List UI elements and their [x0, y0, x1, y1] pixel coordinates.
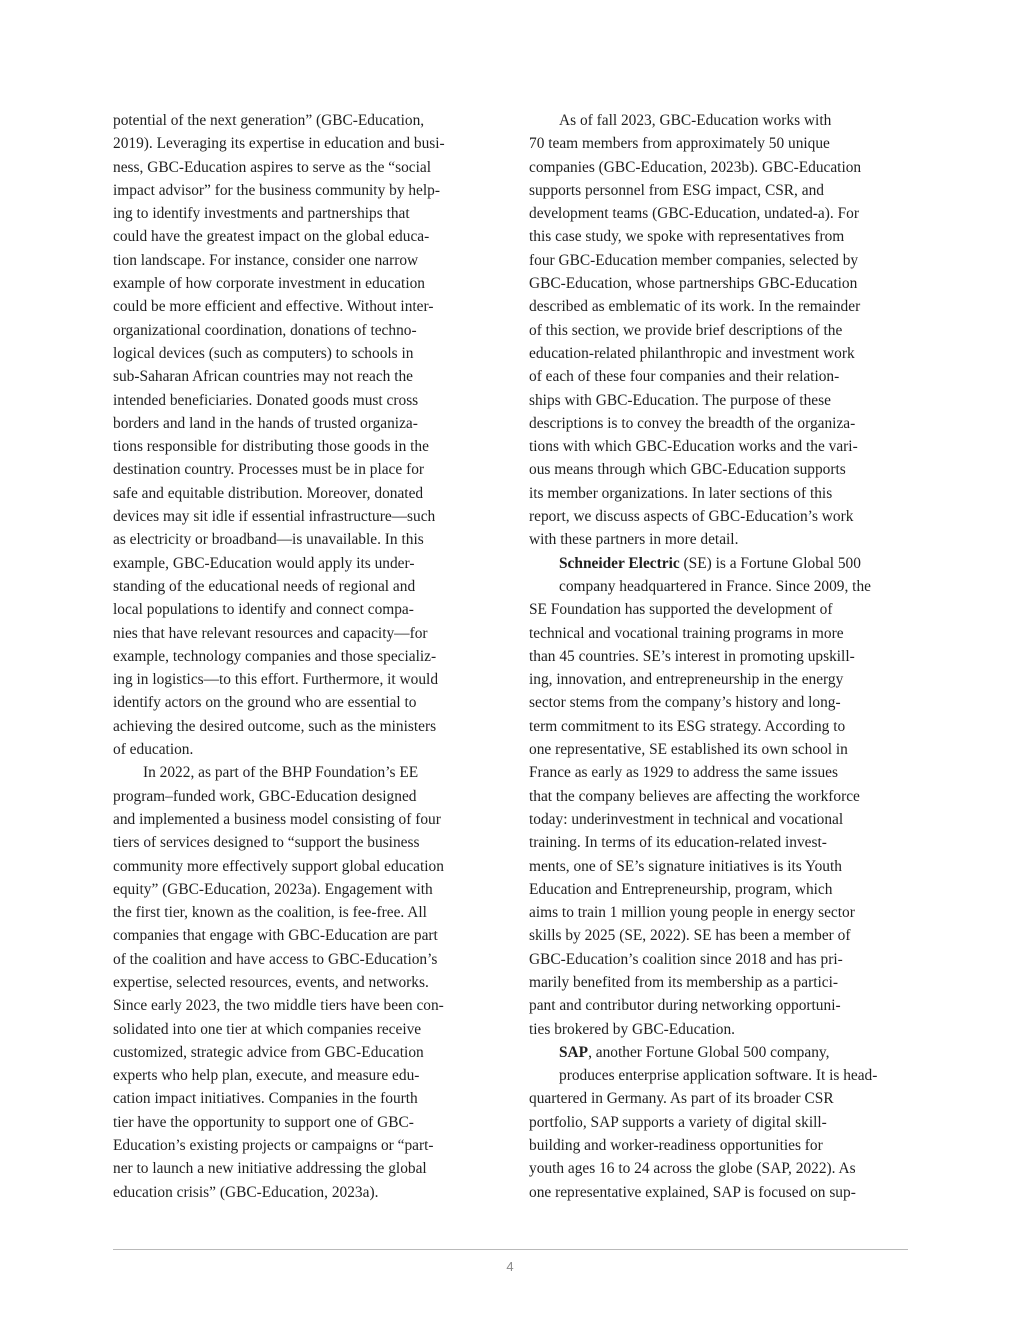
text-line: intended beneficiaries. Donated goods must cross: [113, 391, 419, 409]
sap-rest-lines: [529, 1064, 909, 1204]
text-line: organizational coordination, donations of techno-: [113, 321, 417, 339]
text-line: of the coalition and have access to GBC-Education’s: [113, 950, 438, 968]
text-line: quartered in Germany. As part of its broader CSR: [529, 1090, 834, 1108]
text-line: report, we discuss aspects of GBC-Education’s work: [529, 508, 854, 526]
text-line: As of fall 2023, GBC-Education works with: [559, 112, 832, 129]
text-line: Since early 2023, the two middle tiers have been con-: [113, 997, 444, 1015]
text-line: sub-Saharan African countries may not reach the: [113, 368, 414, 386]
text-line: training. In terms of its education-related invest-: [529, 834, 827, 852]
schneider-first-line-rest: (SE) is a Fortune Global 500: [679, 554, 861, 572]
text-line: ner to launch a new initiative addressing the global: [113, 1160, 427, 1178]
text-line: education-related philanthropic and investment work: [529, 344, 855, 362]
text-line: Education and Entrepreneurship, program, which: [529, 880, 833, 898]
schneider-rest-lines: [529, 575, 909, 1041]
text-line: ties brokered by GBC-Education.: [529, 1020, 736, 1038]
text-line: local populations to identify and connect compa-: [113, 601, 414, 619]
text-line: experts who help plan, execute, and measure edu-: [113, 1067, 420, 1085]
text-line: cation impact initiatives. Companies in the fourth: [113, 1090, 418, 1108]
text-line: ness, GBC-Education aspires to serve as the “social: [113, 158, 431, 176]
text-line: aims to train 1 million young people in energy sector: [529, 904, 855, 922]
text-line: four GBC-Education member companies, selected by: [529, 251, 859, 269]
text-line: SE Foundation has supported the development of: [529, 601, 833, 619]
text-line: achieving the desired outcome, such as the ministers: [113, 717, 437, 735]
text-line: example of how corporate investment in education: [113, 275, 425, 293]
page-number: 4: [506, 1259, 514, 1274]
text-line: impact advisor” for the business community by help-: [113, 181, 440, 199]
text-line: tion landscape. For instance, consider one narrow: [113, 251, 419, 269]
text-line: solidated into one tier at which companies receive: [113, 1020, 422, 1038]
text-line: tiers of services designed to “support the business: [113, 834, 420, 852]
text-line: could be more efficient and effective. Without inter-: [113, 298, 434, 316]
text-line: sector stems from the company’s history and long-: [529, 694, 841, 712]
text-line: its member organizations. In later sections of this: [529, 484, 833, 502]
text-line: produces enterprise application software. It is head-: [559, 1067, 878, 1085]
text-line: nies that have relevant resources and capacity—for: [113, 624, 428, 642]
text-line: could have the greatest impact on the global educa-: [113, 228, 430, 246]
text-line: companies (GBC-Education, 2023b). GBC-Education: [529, 158, 862, 176]
text-line: example, GBC-Education would apply its under-: [113, 554, 415, 572]
text-line: marily benefited from its membership as a partici-: [529, 973, 838, 991]
left-paragraph-1: [113, 109, 493, 761]
sap-first-line: [529, 1041, 909, 1064]
text-line: ous means through which GBC-Education supports: [529, 461, 846, 479]
text-line: ing to identify investments and partnerships that: [113, 205, 410, 223]
footer-divider: [113, 1249, 908, 1250]
text-line: portfolio, SAP supports a variety of digital skill-: [529, 1113, 827, 1131]
text-line: tions with which GBC-Education works and the vari-: [529, 438, 858, 456]
text-line: and implemented a business model consisting of four: [113, 810, 441, 828]
left-column: [113, 109, 493, 1204]
text-line: program–funded work, GBC-Education designed: [113, 787, 417, 805]
text-line: the first tier, known as the coalition, is fee-free. All: [113, 904, 427, 922]
text-line: identify actors on the ground who are essential to: [113, 694, 417, 712]
text-line: as electricity or broadband—is unavailable. In this: [113, 531, 424, 549]
text-line: of education.: [113, 741, 194, 759]
text-line: example, technology companies and those specializ-: [113, 647, 437, 665]
text-line: ships with GBC-Education. The purpose of these: [529, 391, 831, 409]
text-line: standing of the educational needs of regional and: [113, 577, 416, 595]
text-line: education crisis” (GBC-Education, 2023a).: [113, 1183, 379, 1201]
text-line: today: underinvestment in technical and vocational: [529, 810, 844, 828]
text-line: community more effectively support global education: [113, 857, 444, 875]
text-line: borders and land in the hands of trusted organiza-: [113, 414, 418, 432]
right-paragraph-1: [529, 109, 909, 552]
text-line: company headquartered in France. Since 2009, the: [559, 577, 871, 595]
right-paragraph-sap: [529, 1041, 909, 1204]
text-line: described as emblematic of its work. In the remainder: [529, 298, 861, 316]
text-line: logical devices (such as computers) to schools in: [113, 344, 414, 362]
text-line: descriptions is to convey the breadth of the organiza-: [529, 414, 856, 432]
text-line: safe and equitable distribution. Moreover, donated: [113, 484, 424, 502]
text-line: tions responsible for distributing those goods in the: [113, 438, 429, 456]
text-line: technical and vocational training programs in more: [529, 624, 844, 642]
text-line: pant and contributor during networking opportuni-: [529, 997, 841, 1015]
text-line: than 45 countries. SE’s interest in promoting upskill-: [529, 647, 855, 665]
right-paragraph-schneider: [529, 552, 909, 1041]
text-line: Education’s existing projects or campaigns or “part-: [113, 1137, 434, 1155]
left-paragraph-2: [113, 761, 493, 1204]
text-line: devices may sit idle if essential infrastructure—such: [113, 508, 436, 526]
text-line: term commitment to its ESG strategy. According to: [529, 717, 846, 735]
sap-name: SAP: [559, 1043, 589, 1061]
text-line: tier have the opportunity to support one of GBC-: [113, 1113, 414, 1131]
text-line: expertise, selected resources, events, and networks.: [113, 973, 429, 991]
text-line: youth ages 16 to 24 across the globe (SAP, 2022). As: [529, 1160, 856, 1178]
text-line: one representative explained, SAP is focused on sup-: [529, 1183, 856, 1201]
text-line: ing in logistics—to this effort. Furthermore, it would: [113, 671, 439, 689]
text-line: potential of the next generation” (GBC-Education,: [113, 112, 425, 129]
text-line: building and worker-readiness opportunities for: [529, 1137, 823, 1155]
text-line: ing, innovation, and entrepreneurship in the energy: [529, 671, 844, 689]
sap-first-line-rest: , another Fortune Global 500 company,: [588, 1043, 830, 1061]
right-column: [529, 109, 909, 1204]
text-line: In 2022, as part of the BHP Foundation’s EE: [143, 764, 419, 782]
text-line: companies that engage with GBC-Education are part: [113, 927, 438, 945]
text-line: destination country. Processes must be in place for: [113, 461, 425, 479]
text-line: of this section, we provide brief descriptions of the: [529, 321, 843, 339]
text-line: 70 team members from approximately 50 unique: [529, 135, 830, 153]
text-line: customized, strategic advice from GBC-Education: [113, 1043, 424, 1061]
text-line: this case study, we spoke with representatives from: [529, 228, 845, 246]
text-line: skills by 2025 (SE, 2022). SE has been a member of: [529, 927, 851, 945]
text-line: GBC-Education’s coalition since 2018 and has pri-: [529, 950, 843, 968]
text-line: development teams (GBC-Education, undated-a). For: [529, 205, 859, 223]
text-line: 2019). Leveraging its expertise in education and busi-: [113, 135, 445, 153]
text-line: that the company believes are affecting the workforce: [529, 787, 860, 805]
text-line: equity” (GBC-Education, 2023a). Engagement with: [113, 880, 433, 898]
schneider-first-line: [529, 552, 909, 575]
text-line: ments, one of SE’s signature initiatives is its Youth: [529, 857, 842, 875]
schneider-electric-name: Schneider Electric: [559, 554, 680, 572]
text-line: of each of these four companies and their relation-: [529, 368, 840, 386]
text-line: one representative, SE established its own school in: [529, 741, 848, 759]
text-line: GBC-Education, whose partnerships GBC-Education: [529, 275, 858, 293]
text-line: supports personnel from ESG impact, CSR, and: [529, 181, 824, 199]
text-line: with these partners in more detail.: [529, 531, 739, 549]
text-line: France as early as 1929 to address the same issues: [529, 764, 839, 782]
